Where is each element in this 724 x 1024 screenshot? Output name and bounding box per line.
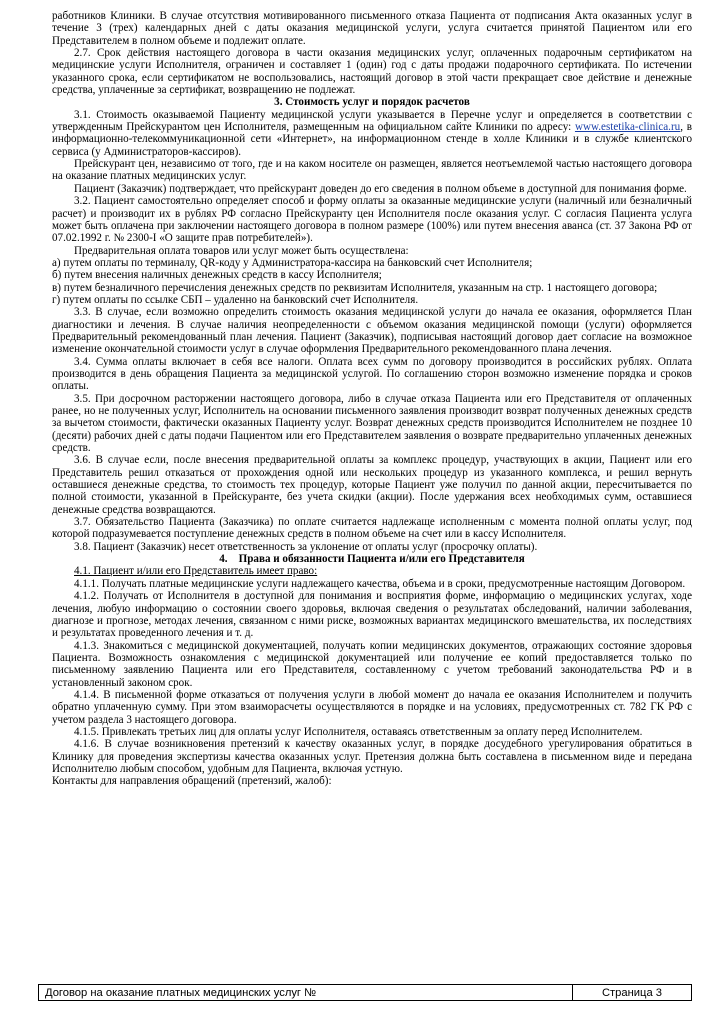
section-heading: 3. Стоимость услуг и порядок расчетов [274, 96, 470, 109]
paragraph: 3.5. При досрочном расторжении настоящего договора, либо в случае отказа Пациента или его Представителя от оплаченных ранее, но не полученных услуг, Исполнитель на основании письменного заявления производит возврат полученных денежных средств за вычетом стоимости, фактически оказанных Пациенту услуг. Возврат денежных средств производится Исполнителем не позднее 10 (десяти) рабочих дней с даты подачи Пациентом или его Представителем заявления о возврате предварительно уплаченных денежных средств. [52, 392, 692, 455]
paragraph: 3.8. Пациент (Заказчик) несет ответственность за уклонение от оплаты услуг (просрочку оплаты). [74, 540, 538, 553]
footer-page-number: Страница 3 [601, 986, 663, 999]
paragraph-text: , в информационно-телекоммуникационной сети «Интернет», на информационном стенде в холле Клиники и в службе клиентского сервиса (у Администраторов-кассиров). [52, 121, 692, 158]
paragraph: 3.3. В случае, если возможно определить стоимость оказания медицинской услуги до начала ее оказания, оформляется План диагностики и лечения. В случае наличия неопределенности с объемом оказания медицинской помощи (услуги) оформляется Предварительный рекомендованный план лечения. Пациент (Заказчик), подписывая настоящий договор дает согласие на возможное изменение окончательной стоимости услуг в случае оформления Предварительного рекомендованного плана лечения. [52, 306, 692, 356]
paragraph: 4.1.5. Привлекать третьих лиц для оплаты услуг Исполнителя, оставаясь ответственным за оплату перед Исполнителем. [74, 725, 643, 738]
section-heading: 4. Права и обязанности Пациента и/или его Представителя [219, 553, 525, 566]
paragraph: Прейскурант цен, независимо от того, где и на каком носителе он размещен, является неотъемлемой частью настоящего договора на оказание платных медицинских услуг. [52, 158, 692, 183]
paragraph: работников Клиники. В случае отсутствия мотивированного письменного отказа Пациента от подписания Акта оказанных услуг в течение 3 (трех) календарных дней с даты оказания медицинской услуги, услуга считается принятой Пациентом или его Представителем в полном объеме и подлежит оплате. [52, 10, 692, 47]
paragraph: 4.1.6. В случае возникновения претензий к качеству оказанных услуг, в порядке досудебного урегулирования обратиться в Клинику для проведения экспертизы качества оказанных услуг. Претензия должна быть составлена в письменном виде и передана Исполнителю любым способом, удобным для Пациента, включая устную. [52, 738, 692, 775]
paragraph: 4.1.3. Знакомиться с медицинской документацией, получать копии медицинских документов, отражающих состояние здоровья Пациента. Возможность ознакомления с медицинской документацией или получение ее копий предоставляется только по письменному заявлению Пациента или его Представителя, составленному с учетом требований законодательства РФ и в установленный законом срок. [52, 639, 692, 689]
paragraph: 4.1.2. Получать от Исполнителя в доступной для понимания и восприятия форме, информацию о медицинских услугах, ходе лечения, любую информацию о состоянии своего здоровья, включая сведения о результатах обследований, наличии заболевания, диагнозе и прогнозе, методах лечения, связанном с ними риске, возможных вариантах медицинского вмешательства, их последствиях и результатах проведенного лечения и т. д. [52, 590, 692, 640]
paragraph: 3.7. Обязательство Пациента (Заказчика) по оплате считается надлежаще исполненным с момента полной оплаты услуг, под которой подразумевается поступление денежных средств в полном объеме на счет или в кассу Исполнителя. [52, 516, 692, 541]
subsection-heading-text: 4.1. Пациент и/или его Представитель имеет право: [74, 565, 318, 578]
document-body [52, 10, 692, 788]
paragraph: г) путем оплаты по ссылке СБП – удаленно на банковский счет Исполнителя. [52, 293, 419, 306]
paragraph: Контакты для направления обращений (претензий, жалоб): [52, 775, 332, 788]
paragraph: 3.2. Пациент самостоятельно определяет способ и форму оплаты за оказанные медицинские услуги (наличный или безналичный расчет) и производит их в рублях РФ согласно Прейскуранту цен Исполнителя после оказания услуг. С согласия Пациента услуга может быть оплачена при заключении настоящего договора в полном размере (100%) или путем внесения аванса (ст. 37 Закона РФ от 07.02.1992 г. № 2300-I «О защите прав потребителей»). [52, 195, 692, 245]
paragraph [52, 109, 692, 158]
paragraph: в) путем безналичного перечисления денежных средств по реквизитам Исполнителя, указанным на стр. 1 настоящего договора; [52, 281, 658, 294]
page-footer [38, 984, 692, 1001]
paragraph: 3.4. Сумма оплаты включает в себя все налоги. Оплата всех сумм по договору производится в российских рублях. Оплата производится в день обращения Пациента за медицинской услугой. По соглашению сторон возможно изменение порядка и сроков оплаты. [52, 355, 692, 393]
paragraph: 2.7. Срок действия настоящего договора в части оказания медицинских услуг, оплаченных подарочным сертификатом на медицинские услуги Исполнителя, ограничен и составляет 1 (один) год с даты продажи подарочного сертификата. По истечении указанного срока, если сертификатом не воспользовались, настоящий договор в этой части прекращает свое действие и денежные средства, уплаченные за сертификат, возвращению не подлежат. [52, 47, 692, 97]
subsection-heading [52, 565, 692, 577]
paragraph: б) путем внесения наличных денежных средств в кассу Исполнителя; [52, 269, 382, 282]
paragraph-text: 3.1. Стоимость оказываемой Пациенту медицинской услуги указывается в Перечне услуг и определяется в соответствии с утвержденным Прейскурантом цен Исполнителя, размещенным на официальном сайте Клиники по адресу: [52, 108, 692, 134]
footer-title: Договор на оказание платных медицинских услуг № [39, 985, 573, 1000]
paragraph: Предварительная оплата товаров или услуг может быть осуществлена: [74, 244, 409, 257]
paragraph: 4.1.1. Получать платные медицинские услуги надлежащего качества, объема и в сроки, предусмотренные настоящим Договором. [74, 577, 686, 590]
paragraph: 3.6. В случае если, после внесения предварительной оплаты за комплекс процедур, участвующих в акции, Пациент или его Представитель решил отказаться от прохождения одной или нескольких процедур из указанного комплекса, и решил вернуть оставшиеся денежные средства, то стоимость тех процедур, которые Пациент уже получил по данной акции, пересчитывается по полной стоимости, указанной в Прейскуранте, без учета скидки (акции). После удержания всех необходимых сумм, оставшиеся денежные средства возвращаются. [52, 454, 692, 516]
clinic-website-link[interactable]: www.estetika-clinica.ru [574, 121, 681, 134]
paragraph: а) путем оплаты по терминалу, QR-коду у Администратора-кассира на банковский счет Исполнителя; [52, 256, 533, 269]
paragraph: 4.1.4. В письменной форме отказаться от получения услуги в любой момент до начала ее оказания Исполнителем и получить обратно уплаченную сумму. При этом взаиморасчеты осуществляются в порядке и на условиях, предусмотренных ст. 782 ГК РФ с учетом раздела 3 настоящего договора. [52, 688, 692, 726]
paragraph: Пациент (Заказчик) подтверждает, что прейскурант доведен до его сведения в полном объеме в доступной для понимания форме. [74, 182, 687, 195]
